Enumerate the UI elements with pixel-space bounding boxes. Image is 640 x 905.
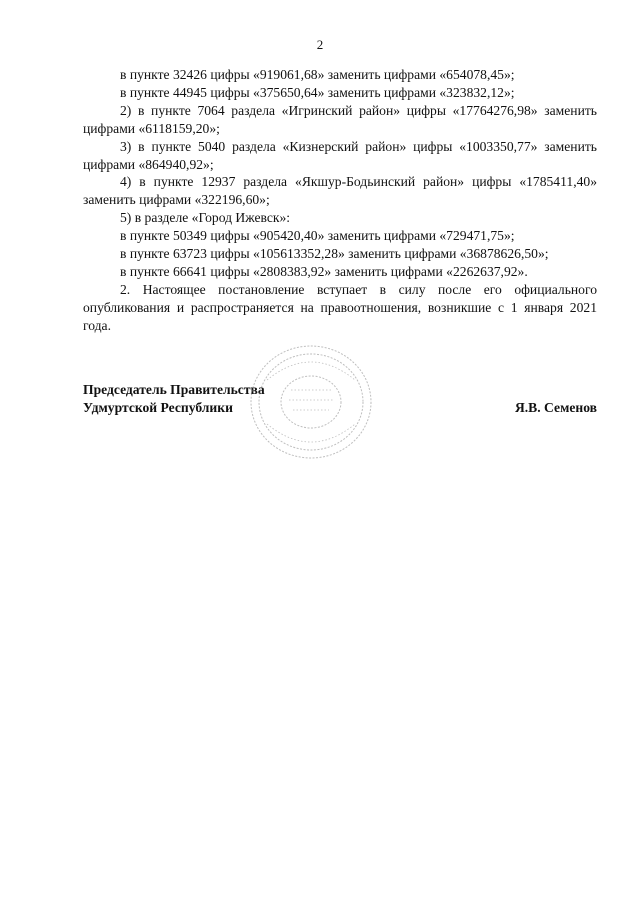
official-seal-stamp xyxy=(247,342,375,462)
amendment-item: 3) в пункте 5040 раздела «Кизнерский район» цифры «1003350,77» заменить цифрами «864940,92»; xyxy=(83,138,597,172)
page-number: 2 xyxy=(316,37,324,52)
amendment-line: в пункте 66641 цифры «2808383,92» заменить цифрами «2262637,92». xyxy=(120,263,528,279)
effective-date-clause: 2. Настоящее постановление вступает в силу после его официального опубликования и распространяется на правоотношения, возникшие с 1 января 2021 года. xyxy=(83,281,597,333)
signatory-title-line: Удмуртской Республики xyxy=(83,400,233,415)
amendment-item: 4) в пункте 12937 раздела «Якшур-Бодьинский район» цифры «1785411,40» заменить цифрами «322196,60»; xyxy=(83,174,597,208)
amendment-line: в пункте 32426 цифры «919061,68» заменить цифрами «654078,45»; xyxy=(120,67,515,82)
signer-name: Я.В. Семенов xyxy=(514,400,597,415)
amendment-item: 2) в пункте 7064 раздела «Игринский район» цифры «17764276,98» заменить цифрами «6118159,20»; xyxy=(83,102,597,136)
signatory-title xyxy=(83,381,265,417)
amendment-item: 5) в разделе «Город Ижевск»: xyxy=(120,210,291,226)
signatory-title-line: Председатель Правительства xyxy=(83,382,265,397)
document-body xyxy=(83,66,597,335)
amendment-line: в пункте 44945 цифры «375650,64» заменить цифрами «323832,12»; xyxy=(120,84,515,100)
amendment-line: в пункте 50349 цифры «905420,40» заменить цифрами «729471,75»; xyxy=(120,228,515,244)
amendment-line: в пункте 63723 цифры «105613352,28» заменить цифрами «36878626,50»; xyxy=(120,246,549,262)
